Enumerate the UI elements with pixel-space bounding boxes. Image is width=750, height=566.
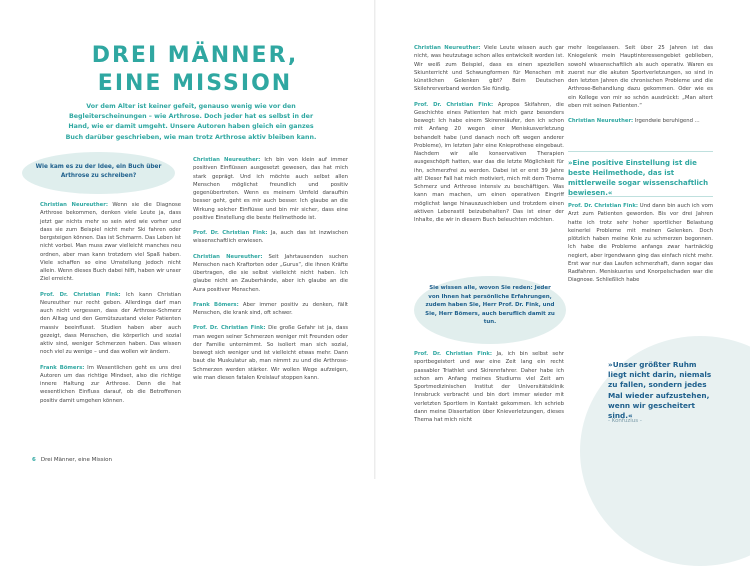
quote-author: - Konfuzius - [608, 418, 642, 424]
speaker-name: Frank Bömers: [40, 364, 85, 371]
running-title: Drei Männer, eine Mission [40, 457, 113, 463]
paragraph [568, 117, 713, 125]
speaker-name: Prof. Dr. Christian Fink: [414, 351, 493, 357]
pull-quote-divider-top [568, 151, 713, 152]
paragraph [414, 101, 564, 225]
question-1: Wie kam es zu der Idee, ein Buch über Arthrose zu schreiben? [35, 164, 162, 179]
speaker-name: Prof. Dr. Christian Fink: [414, 101, 494, 108]
paragraph-text: Im Wesentlichen geht es uns drei Autoren um das richtige Mindset, also die richtige innere Haltung zur Arthrose. Denn die hat wesentlichen Einfluss darauf, ob die Betroffenen positiv damit umgehen können. [40, 364, 181, 404]
intro-text: Vor dem Alter ist keiner gefeit, genauso wenig wie vor den Begleiterscheinungen – wie Arthrose. Doch jeder hat es selbst in der Hand, wie er damit umgeht. Unsere Autoren haben gleich ein ganzes Buch darüber geschrieben, wie man trotz Arthrose aktiv bleiben kann. [65, 103, 317, 141]
paragraph [193, 229, 348, 246]
paragraph [40, 291, 181, 357]
speaker-name: Christian Neureuther: [193, 253, 263, 260]
title-line-1: DREI MÄNNER, [91, 43, 299, 68]
title-line-2: EINE MISSION [97, 71, 293, 96]
page-gutter [374, 0, 376, 479]
paragraph-text: Wenn sie die Diagnose Arthrose bekommen, denken viele Leute ja, dass jetzt gar nichts mehr so sein wird wie vorher und dass sie zum Beispiel nicht mehr Ski fahren oder bergsteigen können. Das ist Schmarrn. Das Leben ist nicht vorbei. Man muss zwar vielleicht manches neu ordnen, aber man kann trotzdem viel Spaß haben. Viele schaffen so eine Umstellung jedoch nicht allein. Wenn dieses Buch dabei hilft, haben wir unser Ziel erreicht. [40, 202, 181, 283]
paragraph [40, 364, 181, 405]
paragraph [568, 202, 713, 285]
paragraph-text: Viele Leute wissen auch gar nicht, was heutzutage schon alles entwickelt worden ist. Wir weiß zum Beispiel, dass es einen speziellen Skiunterricht und Schwungformen für Menschen mit künstlichen Gelenken gibt? Beim Deutschen Skilehrerverband werden Sie fündig. [414, 45, 564, 93]
paragraph-text: Ich bin von klein auf immer positiven Einflüssen ausgesetzt gewesen, das hat mich stark geprägt. Und ich möchte auch selbst allen Menschen möglichst freundlich und positiv gegenübertreten. Wenn es meinem Umfeld daraufhin besser geht, geht es mir auch besser. Ich glaube an die Wirkung solcher Einflüsse und bin mir sicher, dass eine positive Einstellung die beste Heilmethode ist. [193, 157, 348, 221]
column-3 [414, 44, 564, 231]
paragraph [414, 350, 564, 424]
column-3-continued [414, 350, 564, 431]
paragraph [193, 324, 348, 382]
paragraph [193, 253, 348, 294]
pull-quote-divider-bottom [568, 196, 713, 197]
paragraph [414, 44, 564, 94]
paragraph [193, 301, 348, 318]
paragraph-text: Irgendwie beruhigend ... [633, 118, 700, 124]
speaker-name: Christian Neureuther: [568, 118, 634, 124]
speaker-name: Prof. Dr. Christian Fink: [568, 203, 639, 209]
speaker-name: Christian Neureuther: [193, 157, 261, 163]
speaker-name: Frank Bömers: [193, 301, 239, 308]
paragraph-text: Aber immer positiv zu denken, fällt Menschen, die krank sind, oft schwer. [193, 301, 348, 316]
paragraph [40, 201, 181, 284]
paragraph-text: Ich kann Christian Neureuther nur recht geben. Allerdings darf man auch nicht vergessen, dass der Arthrose-Schmerz den Alltag und den Gemütszustand vieler Patienten massiv beeinflusst. Studien haben aber auch gezeigt, dass Menschen, die körperlich und sozial aktiv sind, weniger Schmerzen haben. Das wissen noch viel zu wenige – und das wollen wir ändern. [40, 291, 181, 356]
page-number: 6 [32, 457, 36, 463]
pull-quote: »Eine positive Einstellung ist die beste Heilmethode, das ist mittlerweile sogar wissenschaftlich bewiesen.« [568, 159, 709, 197]
page-title [70, 42, 320, 98]
paragraph [568, 44, 713, 110]
paragraph-text: Ja, ich bin selbst sehr sportbegeistert und war eine Zeit lang ein recht passabler Triathlet und Skirennfahrer. Daher habe ich schon am Anfang meines Studiums viel Zeit am Sportmedizinischen Institut der Universitätsklinik Innsbruck verbracht und bin dort immer wieder mit verletzten Sportlern in Kontakt gekommen. Ich schrieb dann meine Dissertation über Knieverletzungen, dieses Thema hat mich nicht [414, 351, 564, 423]
paragraph-text: Und dann bin auch ich vom Arzt zum Patienten geworden. Bis vor drei Jahren hatte ich trotz sehr hoher sportlicher Belastung keinerlei Probleme mit meinen Gelenken. Doch plötzlich haben meine Knie zu schmerzen begonnen. Ich habe die Probleme anfangs zwar hartnäckig negiert, aber irgendwann ging das einfach nicht mehr. Erst war nur das Laufen schmerzhaft, dann sogar das Radfahren. Meniskusriss und Knorpelschaden war die Diagnose. Schließlich habe [568, 203, 713, 284]
column-4-continued [568, 202, 713, 292]
speaker-name: Christian Neureuther: [414, 45, 481, 51]
paragraph-text: Ja, auch das ist inzwischen wissenschaftlich erwiesen. [193, 230, 348, 245]
paragraph-text: mehr losgelassen. Seit über 25 Jahren ist das Kniegelenk mein Hauptinteressengebiet geblieben, sowohl wissenschaftlich als auch operativ. Waren es zuerst nur die akuten Sportverletzungen, so sind in den letzten Jahren die chronischen Probleme und die Arthrose-Behandlung dazu gekommen. Oder wie es ein Kollege von mir so schön ausdrückt: „Man altert eben mit seinen Patienten.“ [568, 45, 713, 109]
paragraph-text: Seit Jahrtausenden suchen Menschen nach Kraftorten oder „Gurus“, die ihnen Kräfte übertragen, die sie selbst vielleicht nicht haben. Ich glaube nicht an Zauberhände, aber ich glaube an die Aura positiver Menschen. [193, 253, 348, 293]
speaker-name: Prof. Dr. Christian Fink: [40, 291, 121, 298]
paragraph-text: Apropos Skifahren, die Geschichte eines Patienten hat mich ganz besonders bewegt: Ich habe einem Skirennläufer, den ich schon mit Anfang 20 wegen einer Meniskusverletzung behandelt habe (und danach noch oft wegen anderer Probleme), im letzten Jahr eine Knieprothese eingebaut. Nachdem wir alle konservativen Therapien ausgeschöpft hatten, war das die letzte Möglichkeit für ihn, schmerzfrei zu werden. Dabei ist er erst 39 Jahre alt! Dieser Fall hat mich motiviert, mich mit dem Thema Schmerz und Arthrose intensiv zu beschäftigen. Was kann man machen, um einen operativen Eingriff möglichst lange hinauszuschieben und trotzdem einen aktiven Lebensstil beizubehalten? Das ist einer der Inhalte, die wir in diesem Buch beleuchten möchten. [414, 101, 564, 223]
column-1 [40, 201, 181, 412]
speaker-name: Prof. Dr. Christian Fink: [193, 230, 268, 236]
column-2 [193, 156, 348, 389]
question-2: Sie wissen alle, wovon Sie reden: Jeder von Ihnen hat persönliche Erfahrungen, zudem haben Sie, Herr Prof. Dr. Fink, und Sie, Herr Bömers, auch beruflich damit zu tun. [425, 285, 555, 326]
speaker-name: Prof. Dr. Christian Fink: [193, 325, 266, 332]
paragraph [193, 156, 348, 222]
page-footer [32, 457, 112, 463]
column-4 [568, 44, 713, 132]
speaker-name: Christian Neureuther: [40, 202, 108, 208]
confucius-quote: »Unser größter Ruhm liegt nicht darin, niemals zu fallen, sondern jedes Mal wieder aufzustehen, wenn wir gescheitert sind.« [608, 360, 712, 421]
paragraph-text: Die große Gefahr ist ja, dass man wegen seiner Schmerzen weniger mit Freunden oder der Familie unternimmt. So isoliert man sich sozial, bewegt sich weniger und ist vielleicht etwas mehr. Dann baut die Muskulatur ab, man nimmt zu und die Arthrose-Schmerzen werden stärker. Wir wollen Wege aufzeigen, wie man diesen fatalen Kreislauf stoppen kann. [193, 325, 348, 381]
